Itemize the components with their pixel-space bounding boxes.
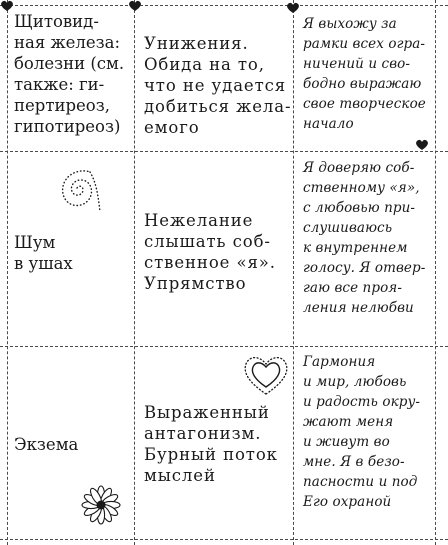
row-divider xyxy=(0,346,448,347)
column-divider xyxy=(134,0,135,545)
cause-cell: Унижения. Обида на то, что не удается добиться жела- емого xyxy=(144,34,292,137)
heart-icon xyxy=(0,0,14,12)
heart-icon xyxy=(286,2,300,14)
heart-icon xyxy=(128,0,142,12)
table-border-top xyxy=(0,5,448,6)
table-border-right xyxy=(435,0,436,545)
daisy-flower-icon xyxy=(80,484,122,526)
affirmation-cell: Гармония и мир, любовь и радость окру- жают меня и живут во мне. Я в безо- пасности и под Его охраной xyxy=(303,354,421,510)
cause-cell: Нежелание слышать соб- ственное «я». Упрямство xyxy=(144,211,276,293)
cause-cell: Выраженный антагонизм. Бурный поток мыслей xyxy=(144,403,278,485)
table-border-left xyxy=(7,0,8,545)
table-border-bottom xyxy=(0,539,448,540)
heart-icon xyxy=(415,139,429,151)
column-divider xyxy=(293,0,294,545)
disease-cell: Шум в ушах xyxy=(14,233,73,273)
row-divider xyxy=(0,151,448,152)
heart-outline-icon xyxy=(240,352,292,398)
affirmation-cell: Я доверяю соб- ственному «я», с любовью при- слушиваюсь к внутреннем голосу. Я отвер- гаю все проя- ления нелюбви xyxy=(303,160,426,316)
dotted-spiral-icon xyxy=(52,160,108,220)
disease-cell: Щитовид- ная железа: болезни (см. также: ги- пертиреоз, гипотиреоз) xyxy=(14,12,125,136)
disease-cell: Экзема xyxy=(14,435,79,454)
affirmation-cell: Я выхожу за рамки всех огра- ничений и сво- бодно выражаю свое творческое начало xyxy=(303,16,426,132)
